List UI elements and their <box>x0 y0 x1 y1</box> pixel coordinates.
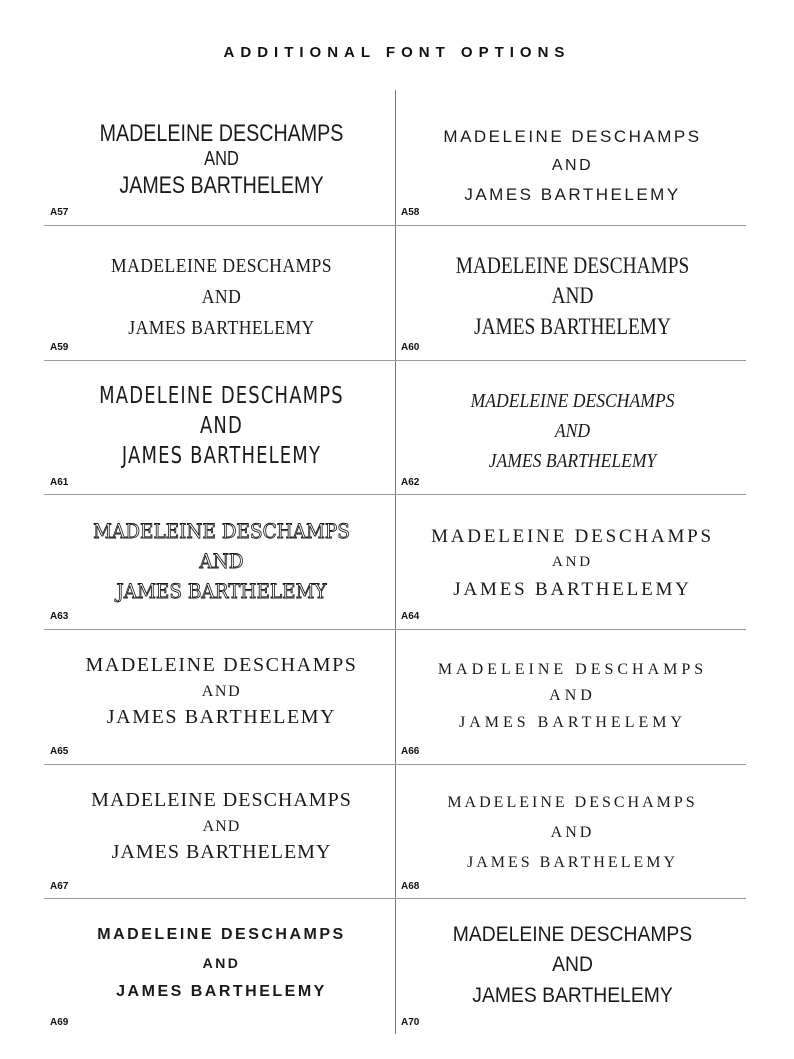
font-sample: MADELEINE DESCHAMPS AND JAMES BARTHELEMY <box>91 789 352 864</box>
option-code: A69 <box>50 1017 69 1028</box>
font-sample: MADELEINE DESCHAMPS AND JAMES BARTHELEMY <box>99 120 344 199</box>
option-code: A59 <box>50 342 69 353</box>
font-sample: MADELEINE DESCHAMPS AND JAMES BARTHELEMY <box>431 526 714 600</box>
font-sample: MADELEINE DESCHAMPS AND JAMES BARTHELEMY <box>97 926 346 1000</box>
font-sample: MADELEINE DESCHAMPS AND JAMES BARTHELEMY <box>85 654 358 729</box>
font-sample: MADELEINE DESCHAMPS AND JAMES BARTHELEMY <box>99 383 344 469</box>
font-option-a62[interactable] <box>395 360 746 494</box>
font-option-a60[interactable] <box>395 225 746 359</box>
option-code: A62 <box>401 477 420 488</box>
option-code: A64 <box>401 611 420 622</box>
font-option-a66[interactable] <box>395 629 746 763</box>
font-option-a61[interactable] <box>44 360 395 494</box>
font-sample: MADELEINE DESCHAMPS AND JAMES BARTHELEMY <box>447 794 698 872</box>
font-sample: MADELEINE DESCHAMPS AND JAMES BARTHELEMY <box>455 253 690 339</box>
font-sample: MADELEINE DESCHAMPS AND JAMES BARTHELEMY <box>93 519 350 603</box>
font-option-a59[interactable] <box>44 225 395 359</box>
option-code: A65 <box>50 746 69 757</box>
font-option-a68[interactable] <box>395 764 746 898</box>
option-code: A60 <box>401 342 420 353</box>
font-option-a69[interactable] <box>44 898 395 1034</box>
option-code: A68 <box>401 881 420 892</box>
option-code: A70 <box>401 1017 420 1028</box>
option-code: A58 <box>401 207 420 218</box>
option-code: A66 <box>401 746 420 757</box>
font-sample: MADELEINE DESCHAMPS AND JAMES BARTHELEMY <box>452 923 693 1007</box>
font-sample: MADELEINE DESCHAMPS AND JAMES BARTHELEMY <box>110 255 333 339</box>
font-option-a58[interactable] <box>395 90 746 224</box>
option-code: A57 <box>50 207 69 218</box>
font-sample: MADELEINE DESCHAMPS AND JAMES BARTHELEMY <box>470 390 675 472</box>
option-code: A67 <box>50 881 69 892</box>
font-option-a65[interactable] <box>44 629 395 763</box>
font-option-a57[interactable] <box>44 90 395 224</box>
font-sample: MADELEINE DESCHAMPS AND JAMES BARTHELEMY <box>437 661 708 731</box>
font-option-a70[interactable] <box>395 898 746 1034</box>
font-option-a67[interactable] <box>44 764 395 898</box>
font-options-grid <box>44 90 746 1034</box>
page-title: ADDITIONAL FONT OPTIONS <box>223 44 571 61</box>
font-sample: MADELEINE DESCHAMPS AND JAMES BARTHELEMY <box>443 127 702 204</box>
option-code: A63 <box>50 611 69 622</box>
option-code: A61 <box>50 477 69 488</box>
font-option-a64[interactable] <box>395 494 746 628</box>
font-option-a63[interactable] <box>44 494 395 628</box>
